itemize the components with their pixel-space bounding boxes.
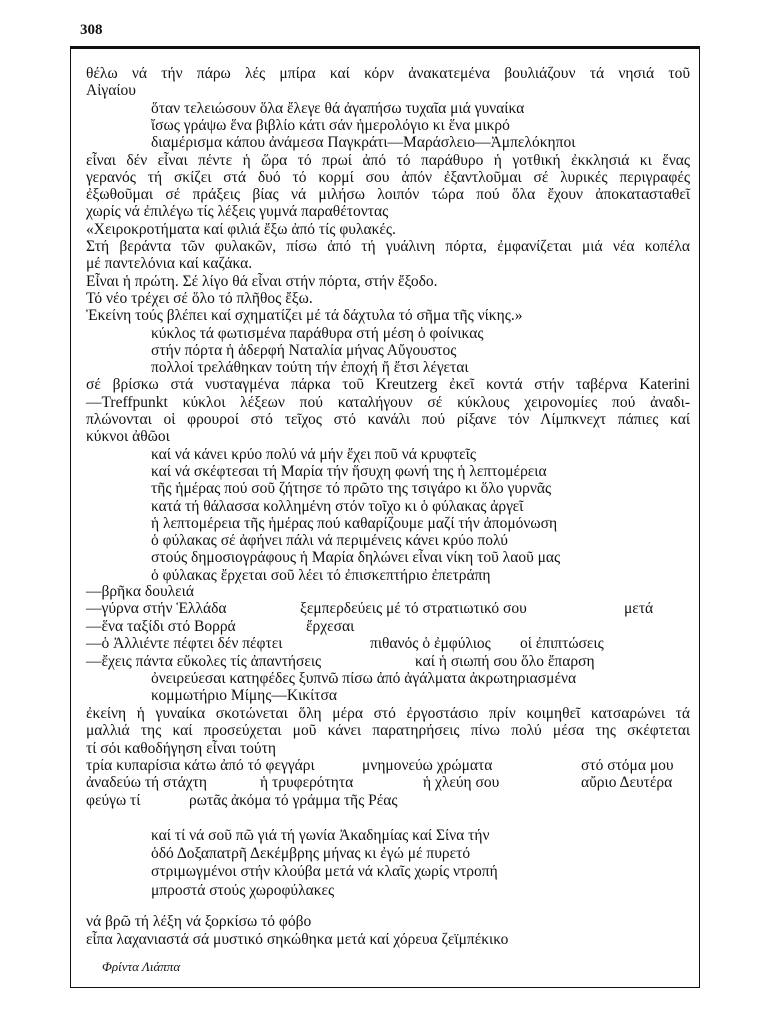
line-segment: αὔριο Δευτέρα [581, 774, 673, 791]
poem-line: νά βρῶ τή λέξη νά ξορκίσω τό φόβο [86, 913, 312, 930]
poem-line: Τό νέο τρέχει σέ ὅλο τό πλῆθος ἔξω. [86, 290, 313, 307]
poem-line: πολλοί τρελάθηκαν τούτη τήν ἐποχή ἤ ἔτσι λέγεται [151, 359, 469, 376]
line-segment: ἔρχεσαι [306, 618, 355, 635]
poem-line: τῆς ἡμέρας πού σοῦ ζήτησε τό πρῶτο της τσιγάρο κι ὅλο γυρνᾶς [151, 480, 552, 497]
poem-line: τί σόι καθοδήγηση εἶναι τούτη [86, 740, 276, 757]
poem-line: στούς δημοσιογράφους ἡ Μαρία δηλώνει εἶναι νίκη τοῦ λαοῦ μας [151, 549, 561, 566]
line-segment: —ἕνα ταξίδι στό Βορρά [86, 618, 236, 635]
poem-line: θέλω νά τήν πάρω λές μπίρα καί κόρν ἀνακατεμένα βουλιάζουν τά νησιά τοῦ [86, 65, 690, 82]
poem-line: Στή βεράντα τῶν φυλακῶν, πίσω ἀπό τή γυάλινη πόρτα, ἐμφανίζεται μιά νέα κοπέλα [86, 238, 690, 255]
line-segment: οἱ ἐπιπτώσεις [520, 635, 604, 652]
poem-line: ὅταν τελειώσουν ὅλα ἔλεγε θά ἀγαπήσω τυχαῖα μιά γυναίκα [151, 100, 525, 117]
poem-line: Εἶναι ἡ πρώτη. Σέ λίγο θά εἶναι στήν πόρτα, στήν ἔξοδο. [86, 273, 438, 290]
poem-line: εἶπα λαχανιαστά σά μυστικό σηκώθηκα μετά καί χόρευα ζεϊμπέκικο [86, 931, 509, 948]
poem-line: «Χειροκροτήματα καί φιλιά ἔξω ἀπό τίς φυλακές. [86, 221, 396, 238]
poem-line: σέ βρίσκω στά νυσταγμένα πάρκα τοῦ Kreutzerg ἐκεῖ κοντά στήν ταβέρνα Katerini [86, 376, 690, 393]
poem-line: κύκλος τά φωτισμένα παράθυρα στή μέση ὁ φοίνικας [151, 325, 484, 342]
poem-line: ἴσως γράψω ἕνα βιβλίο κάτι σάν ἡμερολόγιο κι ἕνα μικρό [151, 117, 510, 134]
poem-line: μέ παντελόνια καί καζάκα. [86, 255, 253, 272]
poem-line: Ἐκείνη τούς βλέπει καί σχηματίζει μέ τά δάχτυλα τό σῆμα τῆς νίκης.» [86, 307, 523, 324]
page-number: 308 [80, 22, 103, 38]
poem-line: κύκνοι ἀθῶοι [86, 428, 170, 445]
poem-line: κατά τή θάλασσα κολλημένη στόν τοῖχο κι ὁ φύλακας ἀργεῖ [151, 498, 524, 515]
line-segment: μνημονεύω χρώματα [362, 757, 493, 774]
line-segment: φεύγω τί [86, 792, 141, 809]
poem-line: —Treffpunkt κύκλοι λέξεων πού καταλήγουν σέ κύκλους χειρονομίες πού ἀναδι- [86, 394, 690, 411]
line-segment: —γύρνα στήν Ἑλλάδα [86, 600, 227, 617]
poem-line: ὁ φύλακας ἔρχεται σοῦ λέει τό ἐπισκεπτήριο ἐπετράπη [151, 567, 491, 584]
poem-line: καί νά κάνει κρύο πολύ νά μήν ἔχει ποῦ νά κρυφτεῖς [151, 446, 476, 463]
poem-line: μαλλιά της καί προσεύχεται μοῦ κάνει παρατηρήσεις πίνω πολύ μέσα της σκέφτεται [86, 722, 690, 739]
poem-line: ὀνειρεύεσαι κατηφέδες ξυπνῶ πίσω ἀπό ἀγάλματα ἀκρωτηριασμένα [151, 670, 577, 687]
line-segment: ἡ τρυφερότητα [260, 774, 354, 791]
poem-line: καί νά σκέφτεσαι τή Μαρία τήν ἥσυχη φωνή της ἡ λεπτομέρεια [151, 463, 547, 480]
poem-line: Αἰγαίου [86, 82, 136, 99]
line-segment: στό στόμα μου [581, 757, 674, 774]
line-segment: —ἔχεις πάντα εὔκολες τίς ἀπαντήσεις [86, 653, 322, 670]
poem-line: στριμωγμένοι στήν κλούβα μετά νά κλαῖς χωρίς ντροπή [151, 863, 498, 880]
poem-line: κομμωτήριο Μίμης—Κικίτσα [151, 687, 337, 704]
poem-line: ὁ φύλακας σέ ἀφήνει πάλι νά περιμένεις κάνει κρύο πολύ [151, 532, 508, 549]
line-segment: ἡ χλεύη σου [423, 774, 500, 791]
line-segment: μετά [624, 600, 654, 617]
line-segment: ξεμπερδεύεις μέ τό στρατιωτικό σου [300, 600, 527, 617]
line-segment: πιθανός ὁ ἐμφύλιος [370, 635, 491, 652]
poem-line: ἡ λεπτομέρεια τῆς ἡμέρας πού καθαρίζουμε μαζί τήν ἀπομόνωση [151, 515, 558, 532]
line-segment: —ὁ Ἀλλιέντε πέφτει δέν πέφτει [86, 635, 283, 652]
author-signature: Φρίντα Λιάππα [102, 959, 181, 974]
line-segment: τρία κυπαρίσια κάτω ἀπό τό φεγγάρι [86, 757, 315, 774]
poem-line: γερανός τή σκίζει στά δυό τό κορμί σου ἀπόν ἐξαντλοῦμαι σέ λυρικές περιγραφές [86, 169, 690, 186]
line-segment: ρωτᾶς [189, 792, 228, 809]
poem-line: καί τί νά σοῦ πῶ γιά τή γωνία Ἀκαδημίας καί Σίνα τήν [151, 827, 490, 844]
poem-line: ὁδό Δοξαπατρῆ Δεκέμβρης μήνας κι ἐγώ μέ πυρετό [151, 845, 471, 862]
poem-line: ἐκείνη ἡ γυναίκα σκοτώνεται ὅλη μέρα στό ἐργοστάσιο πρίν κοιμηθεῖ κατσαρώνει τά [86, 705, 690, 722]
poem-line: στήν πόρτα ἡ ἀδερφή Ναταλία μήνας Αὔγουστος [151, 342, 457, 359]
poem-line: διαμέρισμα κάπου ἀνάμεσα Παγκράτι—Μαράσλειο—Ἀμπελόκηποι [151, 134, 576, 151]
poem-line: ἐξωθοῦμαι σέ πράξεις βίας νά μιλήσω λοιπόν τώρα πού ὅλα ἔχουν ἀποκατασταθεῖ [86, 186, 690, 203]
poem-line: μπροστά στούς χωροφύλακες [151, 882, 335, 899]
poem-line: χωρίς νά ἐπιλέγω τίς λέξεις γυμνά παραθέτοντας [86, 203, 389, 220]
line-segment: καί ἡ σιωπή σου ὅλο ἔπαρση [415, 653, 595, 670]
line-segment: ἀκόμα τό γράμμα τῆς Ρέας [231, 792, 398, 809]
poem-line: εἶναι δέν εἶναι πέντε ἡ ὥρα τό πρωί ἀπό τό παράθυρο ἡ γοτθική ἐκκλησιά κι ἕνας [86, 152, 690, 169]
line-segment: ἀναδεύω τή στάχτη [86, 774, 207, 791]
poem-line: πλώνονται οἱ φρουροί στό τεῖχος στό κανάλι πού ρίξανε τόν Λίμπκνεχτ πάπιες καί [86, 411, 690, 428]
poem-line: —βρῆκα δουλειά [86, 583, 194, 600]
